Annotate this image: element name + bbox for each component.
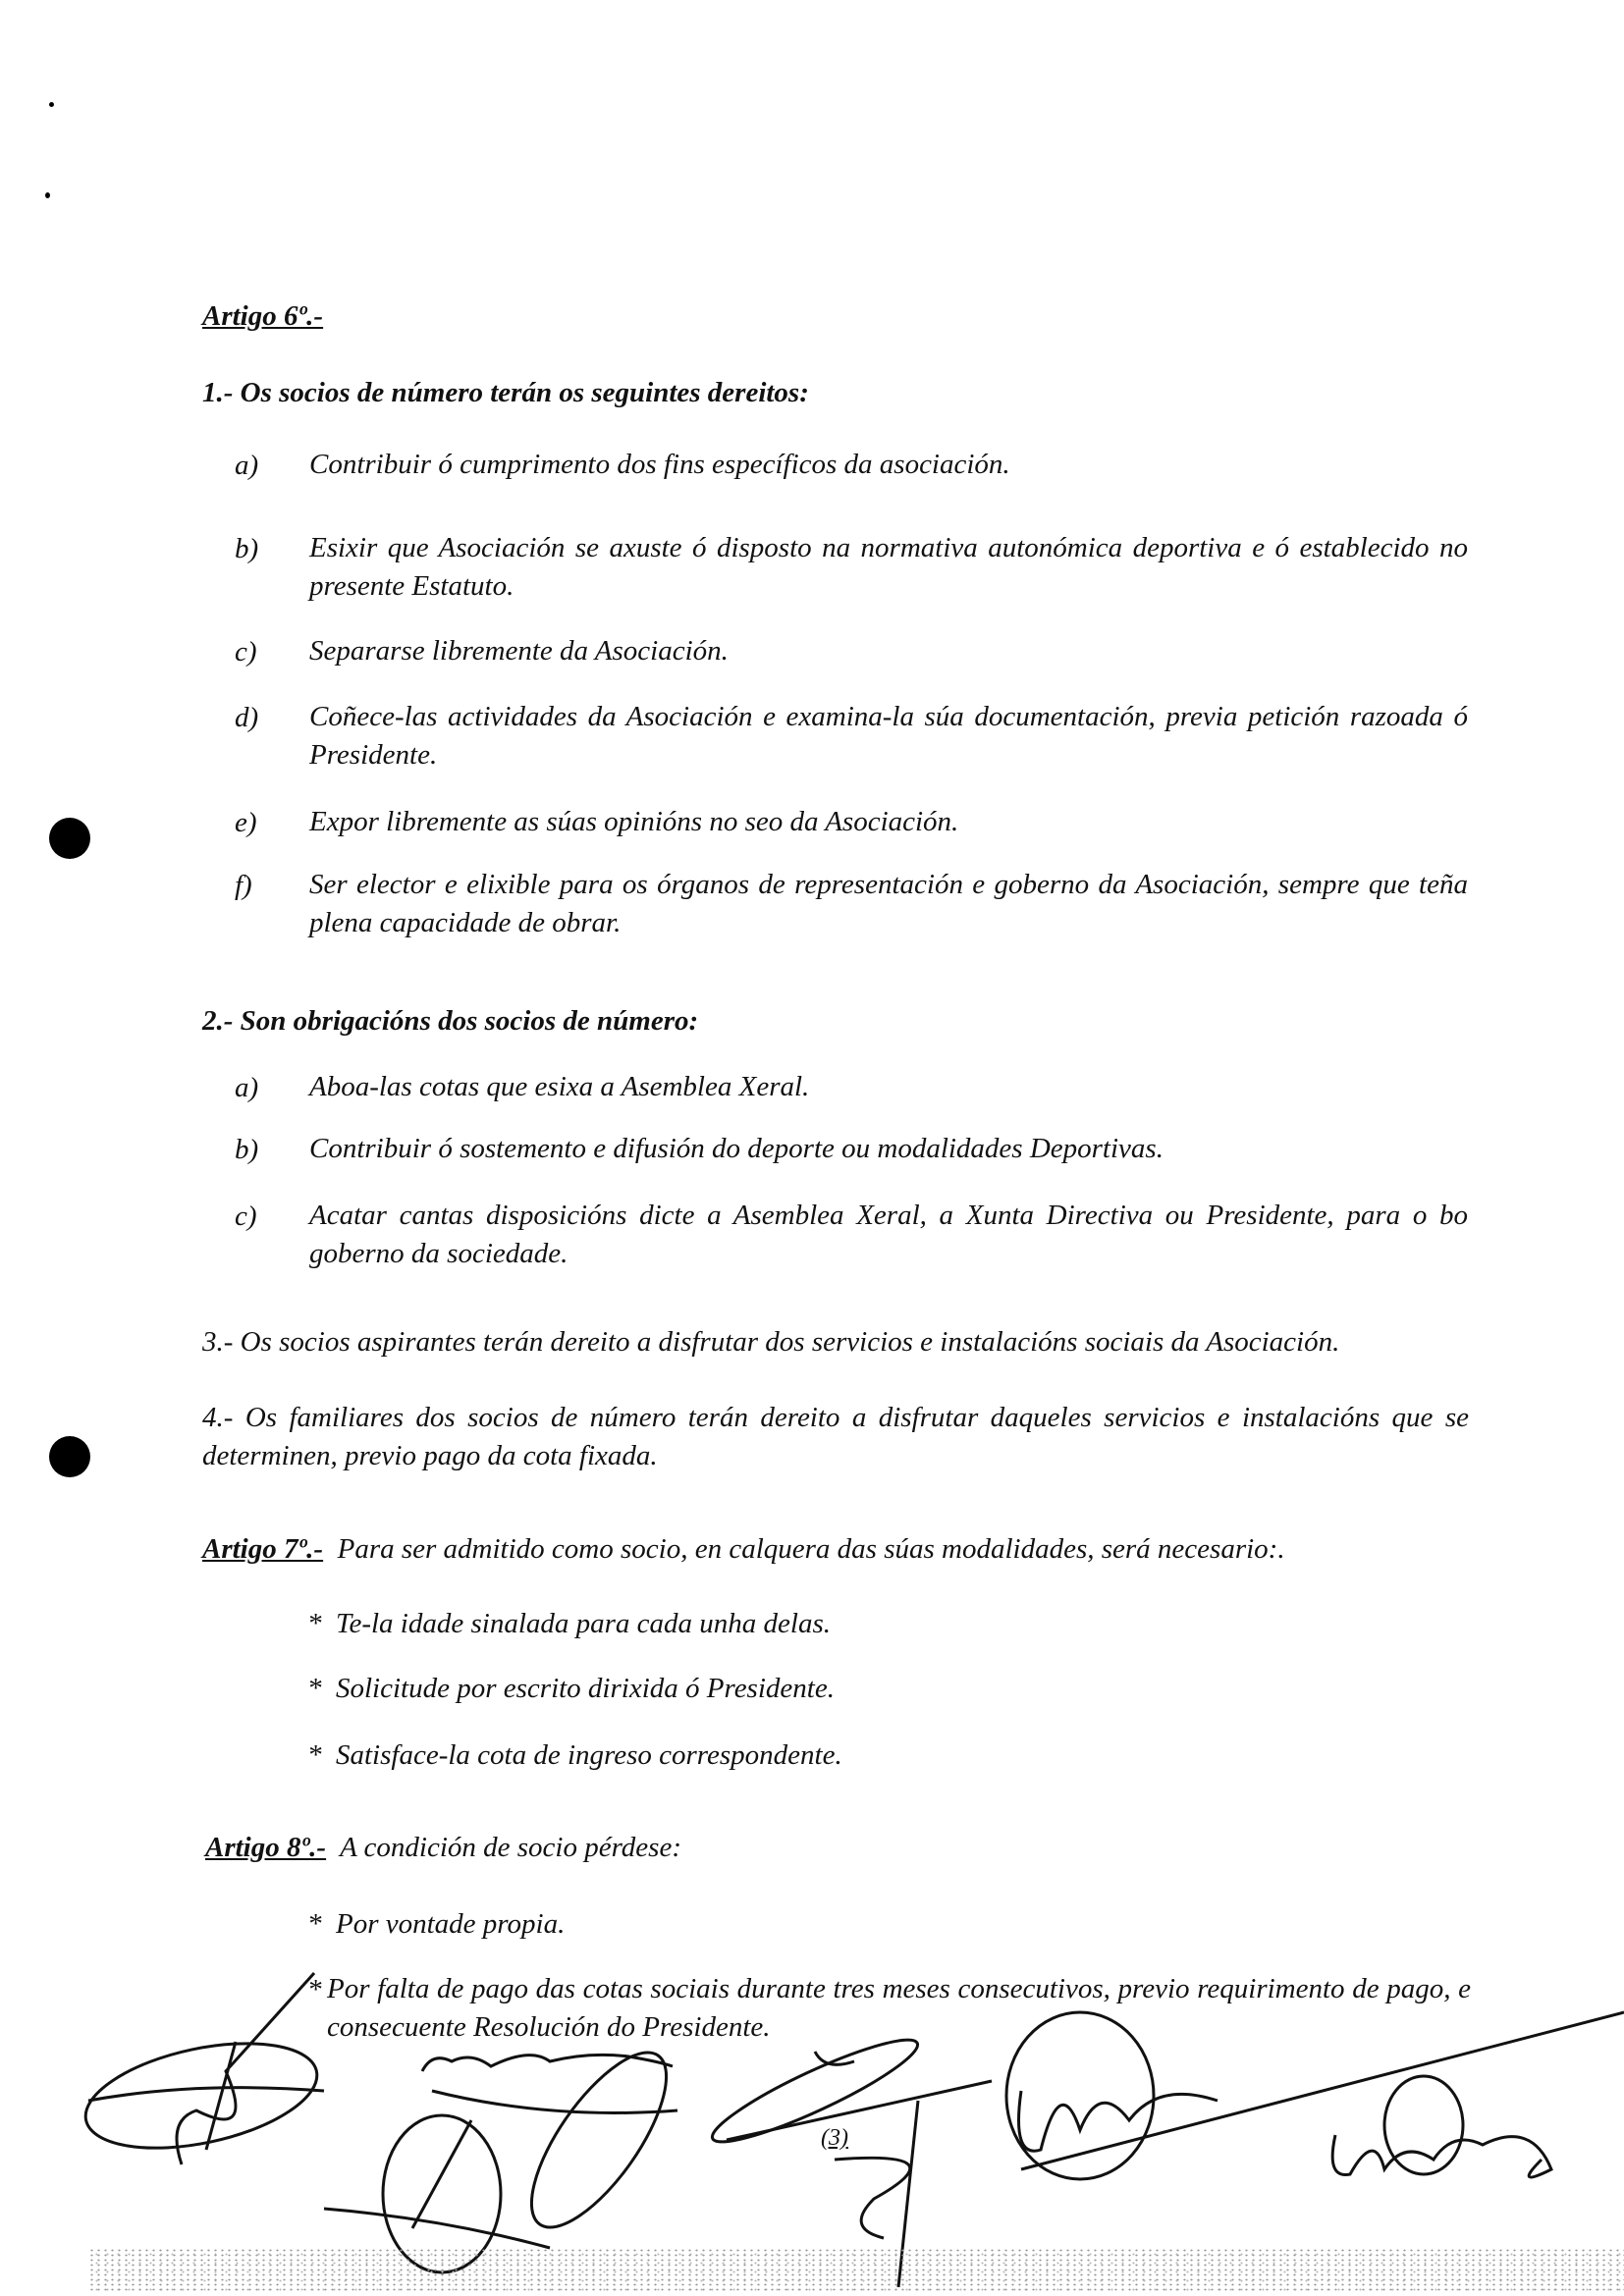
loss-text: Por falta de pago das cotas sociais durante tres meses consecutivos, previo requirimento de pago, e consecuente Resolución do Presidente. [327, 1973, 1471, 2043]
right-item: Coñece-las actividades da Asociación e examina-la súa documentación, previa petición razoada ó Presidente. [309, 701, 1468, 771]
bullet: * [307, 1739, 322, 1771]
signature-3 [508, 2025, 992, 2247]
section3-text: 3.- Os socios aspirantes terán dereito a disfrutar dos servicios e instalacións sociais da Asociación. [202, 1326, 1340, 1358]
loss-text: Por vontade propia. [336, 1908, 566, 1940]
signature-2 [324, 2055, 677, 2272]
artigo8-intro: A condición de socio pérdese: [340, 1832, 681, 1863]
signature-6 [1332, 2076, 1551, 2177]
page-number: (3) [821, 2125, 848, 2151]
signature-1 [77, 1973, 327, 2166]
section2-title: 2.- Son obrigacións dos socios de número: [202, 1005, 699, 1037]
requirement-text: Te-la idade sinalada para cada unha delas. [336, 1608, 832, 1639]
item-label: c) [235, 636, 257, 667]
bullet: * [307, 1673, 322, 1704]
right-item: Esixir que Asociación se axuste ó disposto na normativa autonómica deportiva e ó establecido no presente Estatuto. [309, 532, 1468, 602]
obligation-item: Acatar cantas disposicións dicte a Asemblea Xeral, a Xunta Directiva ou Presidente, para o bo goberno da sociedade. [309, 1200, 1468, 1269]
artigo8-heading: Artigo 8º.- [205, 1832, 327, 1863]
item-label: a) [235, 1072, 259, 1103]
item-label: b) [235, 533, 259, 564]
obligation-item: Aboa-las cotas que esixa a Asemblea Xeral. [309, 1071, 810, 1102]
section1-title: 1.- Os socios de número terán os seguintes dereitos: [202, 377, 809, 408]
signature-5 [1006, 2012, 1624, 2179]
item-label: d) [235, 702, 259, 733]
item-label: f) [235, 870, 252, 901]
right-item: Expor libremente as súas opinións no seo da Asociación. [309, 806, 959, 837]
item-label: b) [235, 1134, 259, 1165]
obligation-item: Contribuir ó sostemento e difusión do deporte ou modalidades Deportivas. [309, 1133, 1164, 1164]
bullet: * [307, 1908, 322, 1940]
right-item: Separarse libremente da Asociación. [309, 635, 729, 667]
item-label: a) [235, 450, 259, 481]
artigo6-heading: Artigo 6º.- [202, 300, 324, 332]
requirement-text: Satisface-la cota de ingreso correspondente. [336, 1739, 842, 1771]
requirement-text: Solicitude por escrito dirixida ó Presidente. [336, 1673, 835, 1704]
artigo7-heading: Artigo 7º.- [202, 1533, 324, 1565]
right-item: Ser elector e elixible para os órganos de representación e goberno da Asociación, sempre que teña plena capacidade de obrar. [309, 869, 1468, 938]
artigo7-intro: Para ser admitido como socio, en calquera das súas modalidades, será necesario:. [337, 1533, 1285, 1565]
section4-text: 4.- Os familiares dos socios de número terán dereito a disfrutar daqueles servicios e instalacións que se determinen, previo pago da cota fixada. [202, 1402, 1469, 1471]
scan-noise-band [88, 2248, 1624, 2292]
item-label: c) [235, 1201, 257, 1232]
bullet: * [307, 1608, 322, 1639]
item-label: e) [235, 807, 257, 838]
bullet: * [307, 1974, 322, 2005]
right-item: Contribuir ó cumprimento dos fins específicos da asociación. [309, 449, 1010, 480]
